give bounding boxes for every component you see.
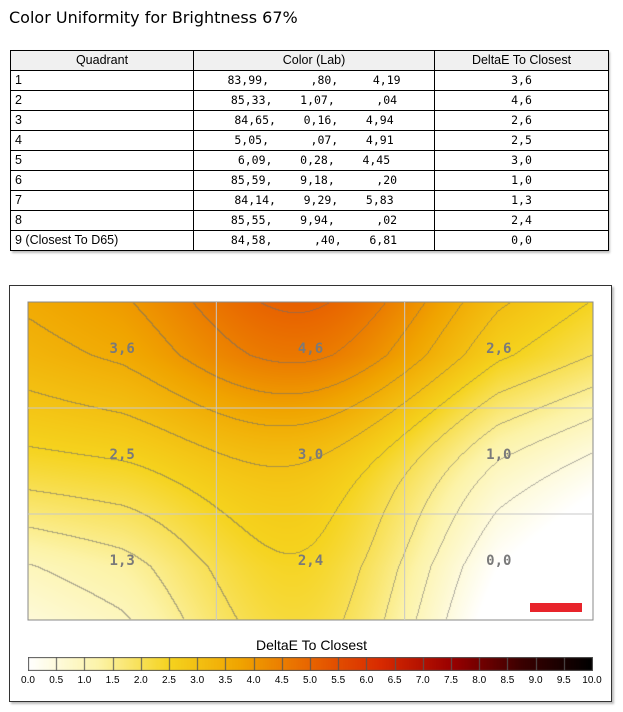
table-row: [11, 131, 609, 151]
scale-tick-label: 4.5: [274, 675, 289, 686]
scale-tick-label: 6.0: [359, 675, 374, 686]
heatmap-cell-label: 3,6: [109, 341, 135, 357]
scale-tick-label: 9.5: [556, 675, 571, 686]
table-row: [11, 171, 609, 191]
heatmap-cell-label: 2,4: [297, 553, 324, 569]
table-row: [11, 191, 609, 211]
color-table-wrapper: [10, 50, 608, 251]
quadrant-cell: 2: [11, 91, 194, 111]
table-row: [11, 211, 609, 231]
lab-cell: 85,33, 1,07, ,04: [194, 91, 435, 111]
quadrant-cell: 6: [11, 171, 194, 191]
quadrant-cell: 9 (Closest To D65): [11, 231, 194, 251]
legend-title: DeltaE To Closest: [255, 637, 367, 653]
chart-title: Color Uniformity for Brightness 67%: [9, 8, 298, 27]
scale-tick-label: 8.0: [472, 675, 487, 686]
quadrant-cell: 3: [11, 111, 194, 131]
heatmap-cell-label: 1,3: [109, 553, 135, 569]
uniformity-heatmap: [28, 302, 593, 620]
heatmap-cell-label: 0,0: [486, 553, 512, 569]
scale-tick-label: 7.5: [444, 675, 458, 686]
heatmap-cell-label: 2,5: [109, 447, 135, 463]
scale-tick-label: 9.0: [528, 675, 543, 686]
scale-tick-label: 10.0: [582, 675, 602, 686]
table-header-row: [11, 51, 609, 71]
table-row: [11, 231, 609, 251]
heatmap-cell-label: 3,0: [297, 447, 324, 463]
lab-cell: 83,99, ,80, 4,19: [194, 71, 435, 91]
scale-tick-label: 0.0: [21, 675, 35, 686]
color-scale-ticks: [0, 675, 623, 691]
lab-cell: 5,05, ,07, 4,91: [194, 131, 435, 151]
quadrant-cell: 5: [11, 151, 194, 171]
color-scale-bar: [28, 657, 593, 671]
scale-tick-label: 0.5: [49, 675, 64, 686]
lab-cell: 84,65, 0,16, 4,94: [194, 111, 435, 131]
table-row: [11, 151, 609, 171]
deltae-cell: 0,0: [435, 231, 609, 251]
heatmap-cell-label: 2,6: [486, 341, 512, 357]
heatmap-cell-label: 1,0: [486, 447, 512, 463]
table-row: [11, 91, 609, 111]
quadrant-cell: 7: [11, 191, 194, 211]
deltae-cell: 4,6: [435, 91, 609, 111]
quadrant-cell: 8: [11, 211, 194, 231]
scale-tick-label: 1.0: [77, 675, 92, 686]
deltae-cell: 2,5: [435, 131, 609, 151]
scale-tick-label: 2.0: [133, 675, 148, 686]
deltae-cell: 2,4: [435, 211, 609, 231]
scale-tick-label: 1.5: [105, 675, 120, 686]
lab-cell: 84,14, 9,29, 5,83: [194, 191, 435, 211]
deltae-cell: 1,0: [435, 171, 609, 191]
heatmap-cell-label: 4,6: [297, 341, 324, 357]
table-body: [11, 71, 609, 251]
lab-cell: 84,58, ,40, 6,81: [194, 231, 435, 251]
deltae-cell: 3,0: [435, 151, 609, 171]
lab-cell: 85,55, 9,94, ,02: [194, 211, 435, 231]
scale-tick-label: 6.5: [387, 675, 402, 686]
scale-tick-label: 2.5: [162, 675, 176, 686]
scale-tick-label: 3.5: [218, 675, 233, 686]
scale-tick-label: 7.0: [415, 675, 430, 686]
scale-tick-label: 4.0: [246, 675, 261, 686]
header-deltae: DeltaE To Closest: [435, 51, 609, 71]
table-row: [11, 71, 609, 91]
header-quadrant: Quadrant: [11, 51, 194, 71]
deltae-cell: 3,6: [435, 71, 609, 91]
scale-tick-label: 5.0: [303, 675, 317, 686]
header-color-lab: Color (Lab): [194, 51, 435, 71]
lab-cell: 85,59, 9,18, ,20: [194, 171, 435, 191]
color-uniformity-table: [10, 50, 609, 251]
lab-cell: 6,09, 0,28, 4,45: [194, 151, 435, 171]
quadrant-cell: 1: [11, 71, 194, 91]
deltae-cell: 1,3: [435, 191, 609, 211]
scale-tick-label: 8.5: [500, 675, 515, 686]
scale-tick-label: 3.0: [190, 675, 205, 686]
table-row: [11, 111, 609, 131]
quadrant-cell: 4: [11, 131, 194, 151]
deltae-cell: 2,6: [435, 111, 609, 131]
scale-tick-label: 5.5: [331, 675, 346, 686]
